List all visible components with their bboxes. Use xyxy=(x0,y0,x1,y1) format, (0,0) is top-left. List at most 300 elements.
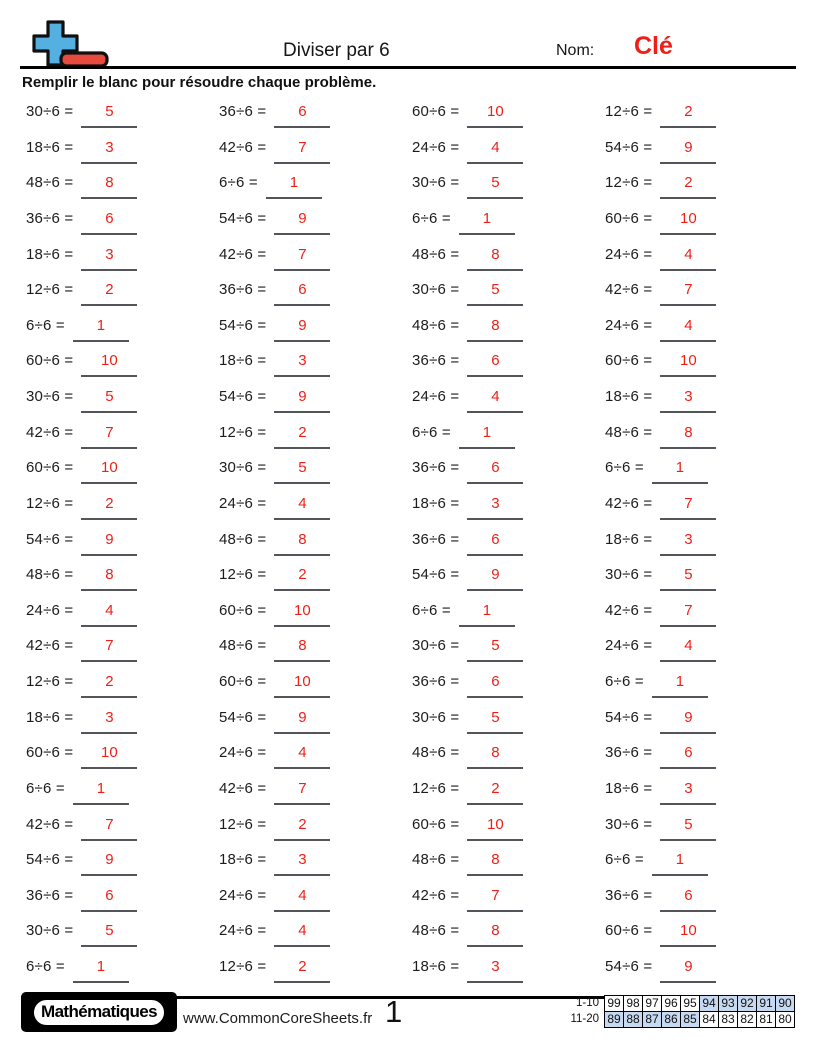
answer-value: 7 xyxy=(491,886,500,904)
name-label: Nom: xyxy=(556,42,595,59)
problem-expression: 30÷6 = xyxy=(219,459,267,477)
problem-expression: 12÷6 = xyxy=(26,494,74,512)
problem xyxy=(22,310,215,346)
problem-expression: 12÷6 = xyxy=(605,174,653,192)
problem-expression: 12÷6 = xyxy=(605,103,653,120)
score-row-2 xyxy=(559,1011,795,1028)
answer-blank xyxy=(274,673,330,698)
answer-blank xyxy=(660,780,716,805)
answer-blank xyxy=(274,281,330,306)
answer-blank xyxy=(274,816,330,841)
answer-value: 9 xyxy=(105,530,114,548)
answer-value: 6 xyxy=(491,530,500,548)
problem xyxy=(601,96,794,132)
problem-expression: 48÷6 = xyxy=(412,922,460,940)
answer-value: 1 xyxy=(482,601,492,619)
problem xyxy=(408,844,601,880)
answer-blank xyxy=(274,459,330,484)
problem xyxy=(215,167,408,203)
problem-expression: 48÷6 = xyxy=(412,744,460,762)
problem-expression: 48÷6 = xyxy=(412,851,460,869)
problem xyxy=(22,702,215,738)
answer-value: 6 xyxy=(684,886,693,904)
answer-value: 1 xyxy=(482,423,492,441)
problem xyxy=(22,524,215,560)
problem xyxy=(22,96,215,132)
problem xyxy=(408,239,601,275)
answer-value: 10 xyxy=(101,459,118,477)
problem-expression: 24÷6 = xyxy=(412,388,460,405)
problem-expression: 6÷6 = xyxy=(412,423,451,441)
answer-value: 3 xyxy=(105,708,114,726)
problem-expression: 54÷6 = xyxy=(219,316,267,334)
problem-expression: 60÷6 = xyxy=(219,601,267,619)
problem xyxy=(215,915,408,951)
answer-blank xyxy=(467,317,523,342)
problem-expression: 30÷6 = xyxy=(26,388,74,405)
answer-value: 6 xyxy=(491,459,500,477)
score-cell: 95 xyxy=(680,995,700,1012)
answer-value: 10 xyxy=(680,352,697,370)
problem-expression: 60÷6 = xyxy=(412,103,460,120)
score-cell: 89 xyxy=(604,1011,624,1028)
answer-blank xyxy=(81,210,137,235)
problem xyxy=(601,773,794,809)
answer-blank xyxy=(652,673,708,698)
problem xyxy=(601,951,794,987)
answer-value: 4 xyxy=(298,886,307,904)
answer-blank xyxy=(81,744,137,769)
answer-value: 2 xyxy=(491,779,500,797)
answer-blank xyxy=(81,816,137,841)
answer-blank xyxy=(660,210,716,235)
problem xyxy=(22,488,215,524)
answer-value: 3 xyxy=(298,352,307,370)
problem-expression: 6÷6 = xyxy=(605,459,644,477)
problem xyxy=(601,559,794,595)
answer-blank xyxy=(274,210,330,235)
answer-blank xyxy=(274,744,330,769)
problem xyxy=(408,132,601,168)
score-cell: 86 xyxy=(661,1011,681,1028)
problem xyxy=(215,96,408,132)
problem xyxy=(408,559,601,595)
score-cell: 91 xyxy=(756,995,776,1012)
answer-value: 6 xyxy=(105,886,114,904)
problem xyxy=(601,310,794,346)
problem xyxy=(22,132,215,168)
problem-expression: 60÷6 = xyxy=(412,815,460,833)
problem xyxy=(22,737,215,773)
minus-icon xyxy=(61,53,107,66)
website-url: www.CommonCoreSheets.fr xyxy=(183,1010,373,1027)
problem xyxy=(601,488,794,524)
answer-value: 4 xyxy=(298,494,307,512)
problem xyxy=(601,417,794,453)
answer-blank xyxy=(81,388,137,413)
problem xyxy=(22,345,215,381)
problem-expression: 36÷6 = xyxy=(26,209,74,227)
answer-blank xyxy=(81,281,137,306)
problem-expression: 24÷6 = xyxy=(412,138,460,156)
answer-blank xyxy=(81,352,137,377)
answer-value: 2 xyxy=(298,958,307,975)
problem-expression: 6÷6 = xyxy=(605,673,644,690)
answer-value: 8 xyxy=(491,851,500,869)
score-row-1 xyxy=(559,995,795,1012)
problem xyxy=(215,417,408,453)
answer-blank xyxy=(660,709,716,734)
problem-expression: 48÷6 = xyxy=(219,637,267,655)
answer-blank xyxy=(81,495,137,520)
answer-blank xyxy=(652,459,708,484)
answer-value: 2 xyxy=(684,174,693,192)
problem xyxy=(601,167,794,203)
problem xyxy=(601,132,794,168)
answer-value: 10 xyxy=(487,103,504,120)
answer-value: 3 xyxy=(491,958,500,975)
answer-value: 1 xyxy=(289,174,299,192)
problem xyxy=(408,345,601,381)
answer-blank xyxy=(467,780,523,805)
answer-value: 4 xyxy=(298,744,307,762)
answer-value: 2 xyxy=(298,566,307,584)
problem-expression: 12÷6 = xyxy=(219,566,267,584)
problem xyxy=(408,488,601,524)
header-divider xyxy=(20,66,796,69)
answer-value: 8 xyxy=(491,316,500,334)
answer-blank xyxy=(81,103,137,128)
problem-expression: 54÷6 = xyxy=(605,138,653,156)
answer-value: 3 xyxy=(491,494,500,512)
score-cell: 87 xyxy=(642,1011,662,1028)
answer-blank xyxy=(274,139,330,164)
answer-value: 8 xyxy=(298,637,307,655)
answer-blank xyxy=(467,139,523,164)
problem xyxy=(408,417,601,453)
answer-value: 3 xyxy=(298,851,307,869)
answer-blank xyxy=(81,246,137,271)
problem-expression: 36÷6 = xyxy=(605,744,653,762)
score-cell: 93 xyxy=(718,995,738,1012)
answer-blank xyxy=(274,851,330,876)
problem-expression: 36÷6 = xyxy=(219,281,267,299)
problem-expression: 42÷6 = xyxy=(219,138,267,156)
problem-expression: 24÷6 = xyxy=(605,637,653,655)
problem-expression: 6÷6 = xyxy=(26,316,65,334)
problem xyxy=(408,630,601,666)
problem xyxy=(601,524,794,560)
problem-expression: 36÷6 = xyxy=(605,886,653,904)
answer-blank xyxy=(660,139,716,164)
answer-blank xyxy=(81,637,137,662)
answer-blank xyxy=(81,709,137,734)
problem-expression: 24÷6 = xyxy=(219,886,267,904)
answer-value: 2 xyxy=(298,423,307,441)
problem xyxy=(22,203,215,239)
problem xyxy=(408,274,601,310)
answer-value: 5 xyxy=(684,566,693,584)
answer-value: 9 xyxy=(298,388,307,405)
answer-value: 7 xyxy=(684,601,693,619)
answer-value: 3 xyxy=(684,530,693,548)
answer-blank xyxy=(467,281,523,306)
answer-value: 9 xyxy=(684,138,693,156)
problem-expression: 54÷6 = xyxy=(605,958,653,975)
problem-expression: 48÷6 = xyxy=(26,174,74,192)
problem-expression: 42÷6 = xyxy=(26,815,74,833)
answer-blank xyxy=(467,566,523,591)
answer-value: 2 xyxy=(684,103,693,120)
problem xyxy=(215,274,408,310)
brand-badge xyxy=(21,992,177,1032)
answer-value: 1 xyxy=(675,459,685,477)
answer-value: 4 xyxy=(298,922,307,940)
answer-value: 8 xyxy=(105,566,114,584)
score-cell: 97 xyxy=(642,995,662,1012)
answer-blank xyxy=(81,673,137,698)
answer-blank xyxy=(467,246,523,271)
answer-value: 7 xyxy=(684,281,693,299)
problem-expression: 54÷6 = xyxy=(26,530,74,548)
answer-value: 1 xyxy=(96,779,106,797)
problem-expression: 60÷6 = xyxy=(605,922,653,940)
problem xyxy=(601,666,794,702)
answer-value: 7 xyxy=(298,245,307,263)
answer-blank xyxy=(660,566,716,591)
answer-blank xyxy=(274,637,330,662)
answer-value: 3 xyxy=(684,388,693,405)
answer-blank xyxy=(660,602,716,627)
answer-blank xyxy=(459,602,515,627)
brand-label: Mathématiques xyxy=(32,998,166,1027)
problem-expression: 18÷6 = xyxy=(26,245,74,263)
problem xyxy=(215,345,408,381)
answer-value: 1 xyxy=(675,851,685,869)
problem-expression: 12÷6 = xyxy=(219,958,267,975)
answer-value: 5 xyxy=(491,174,500,192)
answer-blank xyxy=(274,887,330,912)
name-value: Clé xyxy=(634,32,673,60)
problem-expression: 54÷6 = xyxy=(219,388,267,405)
problem-expression: 36÷6 = xyxy=(412,530,460,548)
problem-expression: 18÷6 = xyxy=(219,851,267,869)
answer-value: 5 xyxy=(684,815,693,833)
answer-value: 8 xyxy=(491,744,500,762)
problem xyxy=(22,559,215,595)
problem xyxy=(215,452,408,488)
answer-blank xyxy=(467,531,523,556)
problem xyxy=(601,452,794,488)
answer-value: 4 xyxy=(105,601,114,619)
problem xyxy=(22,809,215,845)
problem-expression: 18÷6 = xyxy=(412,958,460,975)
problem-expression: 30÷6 = xyxy=(412,174,460,192)
answer-value: 7 xyxy=(105,423,114,441)
answer-value: 10 xyxy=(294,673,311,690)
answer-value: 3 xyxy=(105,138,114,156)
answer-blank xyxy=(660,388,716,413)
score-cell: 80 xyxy=(775,1011,795,1028)
answer-value: 8 xyxy=(105,174,114,192)
problem xyxy=(408,203,601,239)
answer-blank xyxy=(274,352,330,377)
problem-expression: 60÷6 = xyxy=(26,352,74,370)
answer-value: 6 xyxy=(491,673,500,690)
problem-expression: 60÷6 = xyxy=(605,209,653,227)
problem xyxy=(215,239,408,275)
problem-expression: 30÷6 = xyxy=(412,637,460,655)
problem-expression: 6÷6 = xyxy=(605,851,644,869)
problem xyxy=(215,630,408,666)
answer-blank xyxy=(467,637,523,662)
worksheet-title: Diviser par 6 xyxy=(283,40,390,61)
answer-value: 8 xyxy=(684,423,693,441)
problem xyxy=(408,702,601,738)
answer-value: 1 xyxy=(675,673,685,690)
problem xyxy=(601,702,794,738)
problem xyxy=(215,381,408,417)
problem-expression: 12÷6 = xyxy=(26,673,74,690)
problem xyxy=(408,310,601,346)
answer-value: 9 xyxy=(684,958,693,975)
score-cell: 94 xyxy=(699,995,719,1012)
problem-expression: 42÷6 = xyxy=(605,601,653,619)
answer-blank xyxy=(467,922,523,947)
problem xyxy=(22,452,215,488)
problem-expression: 30÷6 = xyxy=(412,281,460,299)
answer-blank xyxy=(660,922,716,947)
problem-expression: 18÷6 = xyxy=(219,352,267,370)
problem xyxy=(215,951,408,987)
problem-expression: 36÷6 = xyxy=(412,352,460,370)
answer-value: 6 xyxy=(298,103,307,120)
problem xyxy=(215,702,408,738)
answer-value: 4 xyxy=(684,637,693,655)
problem-expression: 24÷6 = xyxy=(605,316,653,334)
problem-expression: 54÷6 = xyxy=(605,708,653,726)
problem-expression: 30÷6 = xyxy=(26,103,74,120)
problem-expression: 6÷6 = xyxy=(219,174,258,192)
problem xyxy=(215,310,408,346)
answer-blank xyxy=(660,246,716,271)
problem xyxy=(215,132,408,168)
answer-value: 6 xyxy=(684,744,693,762)
score-cell: 96 xyxy=(661,995,681,1012)
answer-blank xyxy=(274,103,330,128)
answer-blank xyxy=(73,958,129,983)
answer-blank xyxy=(467,709,523,734)
answer-value: 6 xyxy=(105,209,114,227)
problem xyxy=(22,666,215,702)
problem-expression: 24÷6 = xyxy=(26,601,74,619)
answer-blank xyxy=(274,922,330,947)
answer-value: 10 xyxy=(101,352,118,370)
answer-value: 4 xyxy=(491,388,500,405)
answer-blank xyxy=(660,887,716,912)
problem xyxy=(601,915,794,951)
answer-blank xyxy=(467,744,523,769)
answer-blank xyxy=(274,246,330,271)
answer-value: 2 xyxy=(105,673,114,690)
footer xyxy=(21,992,795,1036)
answer-blank xyxy=(660,816,716,841)
problem xyxy=(601,595,794,631)
answer-blank xyxy=(274,388,330,413)
problem xyxy=(215,880,408,916)
problem xyxy=(408,96,601,132)
problem-expression: 30÷6 = xyxy=(412,708,460,726)
score-cell: 88 xyxy=(623,1011,643,1028)
problem-expression: 6÷6 = xyxy=(26,958,65,975)
answer-blank xyxy=(274,424,330,449)
problem xyxy=(601,274,794,310)
answer-value: 10 xyxy=(487,815,504,833)
problem xyxy=(408,880,601,916)
answer-blank xyxy=(81,922,137,947)
problem-expression: 42÷6 = xyxy=(605,494,653,512)
problem xyxy=(601,880,794,916)
problem xyxy=(215,559,408,595)
problem-expression: 30÷6 = xyxy=(605,815,653,833)
answer-blank xyxy=(467,495,523,520)
answer-blank xyxy=(660,744,716,769)
problem xyxy=(601,203,794,239)
problem xyxy=(601,737,794,773)
problem-expression: 60÷6 = xyxy=(219,673,267,690)
problem xyxy=(22,915,215,951)
problem-expression: 54÷6 = xyxy=(219,209,267,227)
problem xyxy=(22,167,215,203)
problem xyxy=(215,666,408,702)
score-cell: 85 xyxy=(680,1011,700,1028)
answer-value: 7 xyxy=(298,779,307,797)
answer-value: 7 xyxy=(298,138,307,156)
problem xyxy=(408,524,601,560)
problem xyxy=(22,844,215,880)
problem-expression: 36÷6 = xyxy=(412,459,460,477)
problem-expression: 18÷6 = xyxy=(412,494,460,512)
problem-expression: 42÷6 = xyxy=(605,281,653,299)
answer-value: 3 xyxy=(105,245,114,263)
problem xyxy=(408,809,601,845)
answer-value: 5 xyxy=(298,459,307,477)
problem-expression: 18÷6 = xyxy=(26,708,74,726)
problem-expression: 60÷6 = xyxy=(26,744,74,762)
problem xyxy=(601,345,794,381)
problem-expression: 42÷6 = xyxy=(26,423,74,441)
problem xyxy=(408,452,601,488)
answer-blank xyxy=(467,958,523,983)
answer-value: 9 xyxy=(298,316,307,334)
answer-blank xyxy=(81,459,137,484)
problem-expression: 36÷6 = xyxy=(219,103,267,120)
problem xyxy=(215,773,408,809)
problem xyxy=(215,737,408,773)
answer-blank xyxy=(660,495,716,520)
score-cell: 84 xyxy=(699,1011,719,1028)
answer-blank xyxy=(266,174,322,199)
answer-blank xyxy=(274,780,330,805)
answer-value: 10 xyxy=(294,601,311,619)
score-cell: 83 xyxy=(718,1011,738,1028)
answer-value: 8 xyxy=(298,530,307,548)
answer-blank xyxy=(467,459,523,484)
answer-blank xyxy=(274,602,330,627)
problem-expression: 18÷6 = xyxy=(605,388,653,405)
answer-value: 8 xyxy=(491,245,500,263)
answer-blank xyxy=(73,317,129,342)
